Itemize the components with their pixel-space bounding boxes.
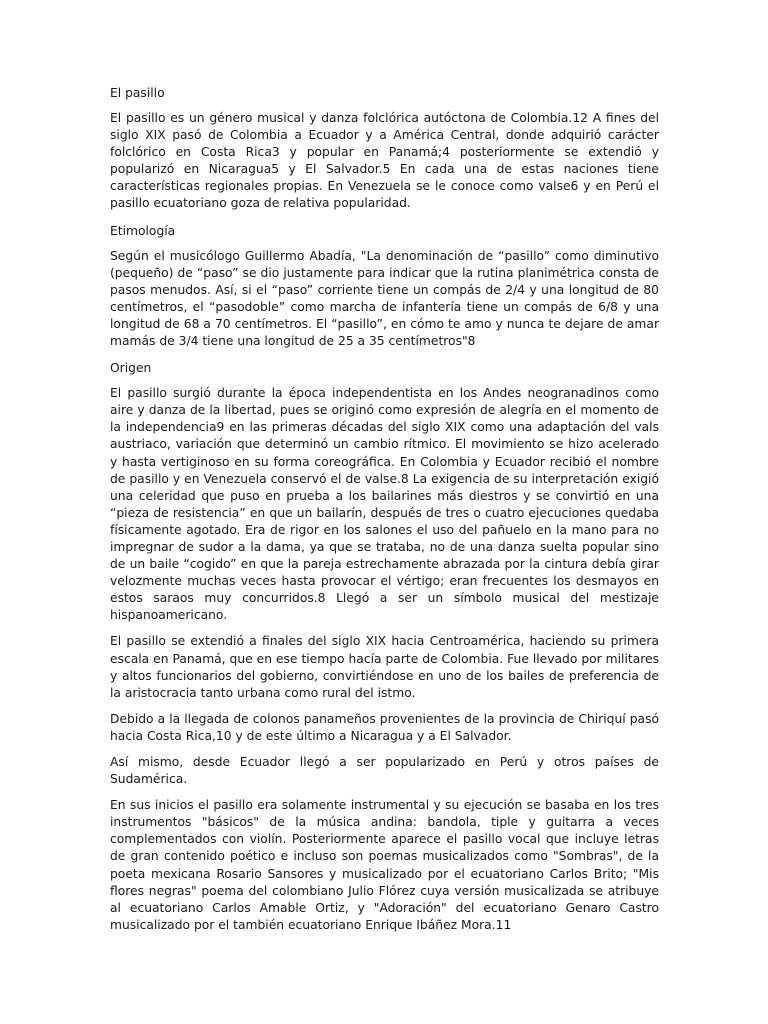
section-heading-origen: Origen xyxy=(110,361,152,376)
intro-paragraph: El pasillo es un género musical y danza folclórica autóctona de Colombia.12 A fines del siglo XIX pasó de Colombia a Ecuador y a América Central, donde adquirió carácter folclórico en Costa Rica3 y popular en Panamá;4 posteriormente se extendió y popularizó en Nicaragua5 y El Salvador.5 En cada una de estas naciones tiene características regionales propias. En Venezuela se le conoce como valse6 y en Perú el pasillo ecuatoriano goza de relativa popularidad. xyxy=(110,111,659,211)
origen-paragraph: El pasillo surgió durante la época independentista en los Andes neogranadinos como aire y danza de la libertad, pues se originó como expresión de alegría en el momento de la independencia9 en las primeras décadas del siglo XIX como una adaptación del vals austriaco, variación que determinó un cambio rítmico. El movimiento se hizo acelerado y hasta vertiginoso en su forma coreográfica. En Colombia y Ecuador recibió el nombre de pasillo y en Venezuela conservó el de valse.8 La exigencia de su interpretación exigió una celeridad que puso en prueba a los bailarines más diestros y se convirtió en una “pieza de resistencia” en que un bailarín, después de tres o cuatro ejecuciones quedaba físicamente agotado. Era de rigor en los salones el uso del pañuelo en la mano para no impregnar de sudor a la dama, ya que se trataba, no de una danza suelta popular sino de un baile “cogido” en que la pareja estrechamente abrazada por la cintura debía girar velozmente muchas veces hasta provocar el vértigo; eran frecuentes los desmayos en estos saraos muy concurridos.8 Llegó a ser un símbolo musical del mestizaje hispanoamericano. xyxy=(110,386,659,623)
document-title: El pasillo xyxy=(110,86,165,100)
origen-paragraph: Así mismo, desde Ecuador llegó a ser popularizado en Perú y otros países de Sudamérica. xyxy=(110,755,659,787)
etimologia-paragraph: Según el musicólogo Guillermo Abadía, "La denominación de “pasillo” como diminutivo (pequeño) de “paso” se dio justamente para indicar que la rutina planimétrica consta de pasos menudos. Así, si el “paso” corriente tiene un compás de 2/4 y una longitud de 80 centímetros, el “pasodoble” como marcha de infantería tiene un compás de 6/8 y una longitud de 68 a 70 centímetros. El “pasillo”, en cómo te amo y nunca te dejare de amar mamás de 3/4 tiene una longitud de 25 a 35 centímetros"8 xyxy=(110,248,659,349)
origen-paragraph: Debido a la llegada de colonos panameños provenientes de la provincia de Chiriquí pasó hacia Costa Rica,10 y de este último a Nicaragua y a El Salvador. xyxy=(110,711,659,743)
origen-paragraph: En sus inicios el pasillo era solamente instrumental y su ejecución se basaba en los tres instrumentos "básicos" de la música andina: bandola, tiple y guitarra a veces complementados con violín. Posteriormente aparece el pasillo vocal que incluye letras de gran contenido poético e incluso son poemas musicalizados como "Sombras", de la poeta mexicana Rosario Sansores y musicalizado por el ecuatoriano Carlos Brito; "Mis flores negras" poema del colombiano Julio Flórez cuya versión musicalizada se atribuye al ecuatoriano Carlos Amable Ortiz, y "Adoración" del ecuatoriano Genaro Castro musicalizado por el también ecuatoriano Enrique Ibáñez Mora.11 xyxy=(110,798,659,932)
document-body xyxy=(110,84,659,943)
section-heading-etimologia: Etimología xyxy=(110,223,176,238)
origen-paragraph: El pasillo se extendió a finales del siglo XIX hacia Centroamérica, haciendo su primera escala en Panamá, que en ese tiempo hacía parte de Colombia. Fue llevado por militares y altos funcionarios del gobierno, convirtiéndose en uno de los bailes de preferencia de la aristocracia tanto urbana como rural del istmo. xyxy=(110,634,659,700)
